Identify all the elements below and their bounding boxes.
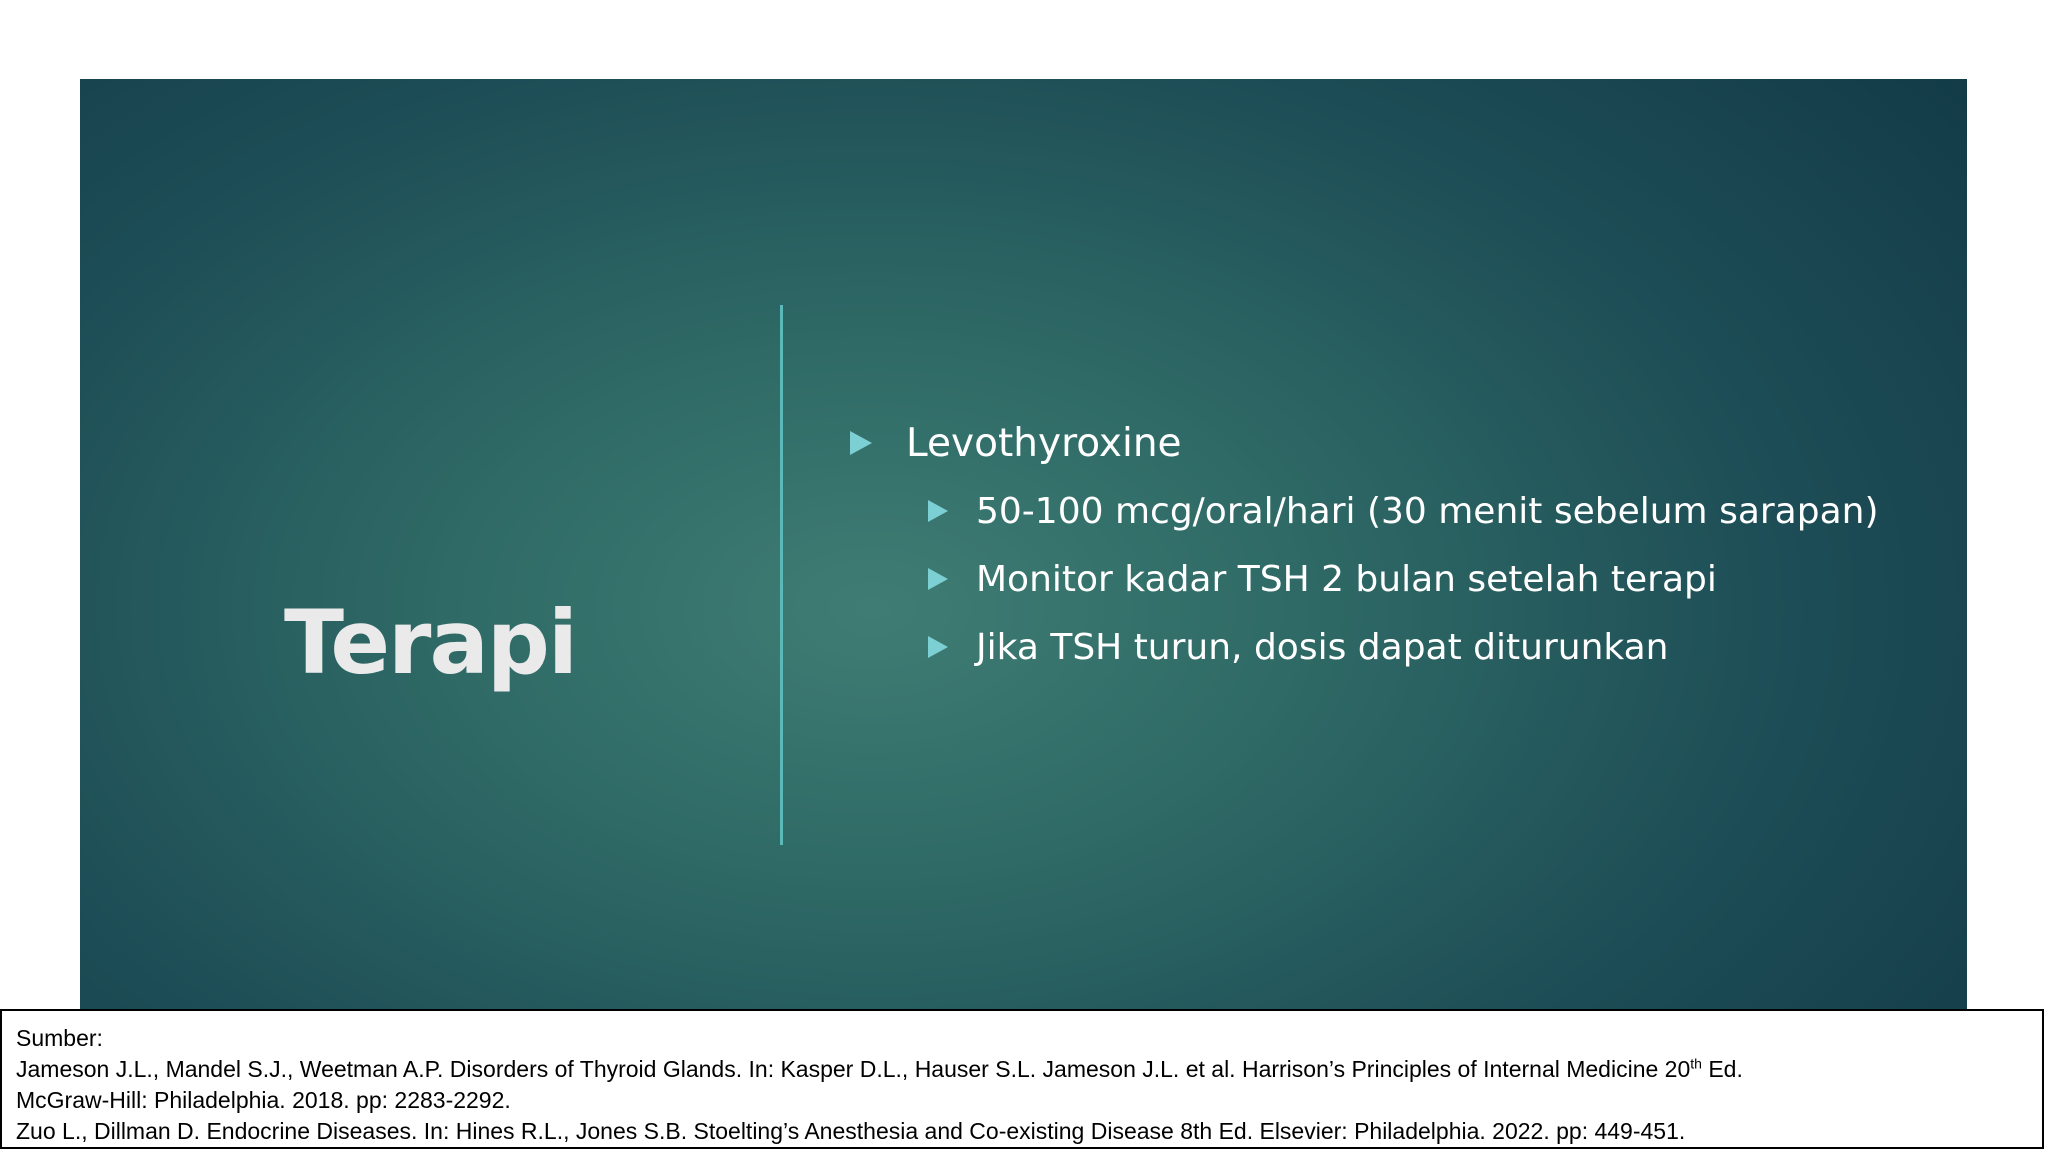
triangle-bullet-icon <box>928 500 948 522</box>
slide <box>80 79 1967 1009</box>
source-ref-1-text: Jameson J.L., Mandel S.J., Weetman A.P. Disorders of Thyroid Glands. In: Kasper D.L., Hauser S.L. Jameson J.L. et al. Harrison’s Principles of Internal Medicine 20 <box>16 1056 1691 1082</box>
bullet-list <box>850 409 1930 681</box>
source-box <box>0 1009 2044 1149</box>
source-label: Sumber: <box>16 1025 103 1051</box>
source-ref-1 <box>16 1054 2028 1085</box>
bullet-sub-2 <box>928 545 1930 613</box>
triangle-bullet-icon <box>928 636 948 658</box>
triangle-bullet-icon <box>850 431 872 455</box>
bullet-sub-text: Monitor kadar TSH 2 bulan setelah terapi <box>976 558 1717 600</box>
bullet-sub-text: 50-100 mcg/oral/hari (30 menit sebelum sarapan) <box>976 490 1879 532</box>
bullet-sub-1 <box>928 477 1930 545</box>
source-ref-1-end: Ed. <box>1701 1056 1743 1082</box>
vertical-divider <box>780 305 783 845</box>
source-ref-2: Zuo L., Dillman D. Endocrine Diseases. In: Hines R.L., Jones S.B. Stoelting’s Anesthesia and Co-existing Disease 8th Ed. Elsevier: Philadelphia. 2022. pp: 449-451. <box>16 1118 1686 1144</box>
bullet-main <box>850 409 1930 477</box>
bullet-main-text: Levothyroxine <box>906 420 1182 466</box>
bullet-sub-text: Jika TSH turun, dosis dapat diturunkan <box>976 626 1669 668</box>
source-ref-1-line-2: McGraw-Hill: Philadelphia. 2018. pp: 2283-2292. <box>16 1087 511 1113</box>
bullet-sub-3 <box>928 613 1930 681</box>
triangle-bullet-icon <box>928 568 948 590</box>
slide-title: Terapi <box>284 591 576 694</box>
source-ref-1-sup: th <box>1690 1055 1702 1072</box>
